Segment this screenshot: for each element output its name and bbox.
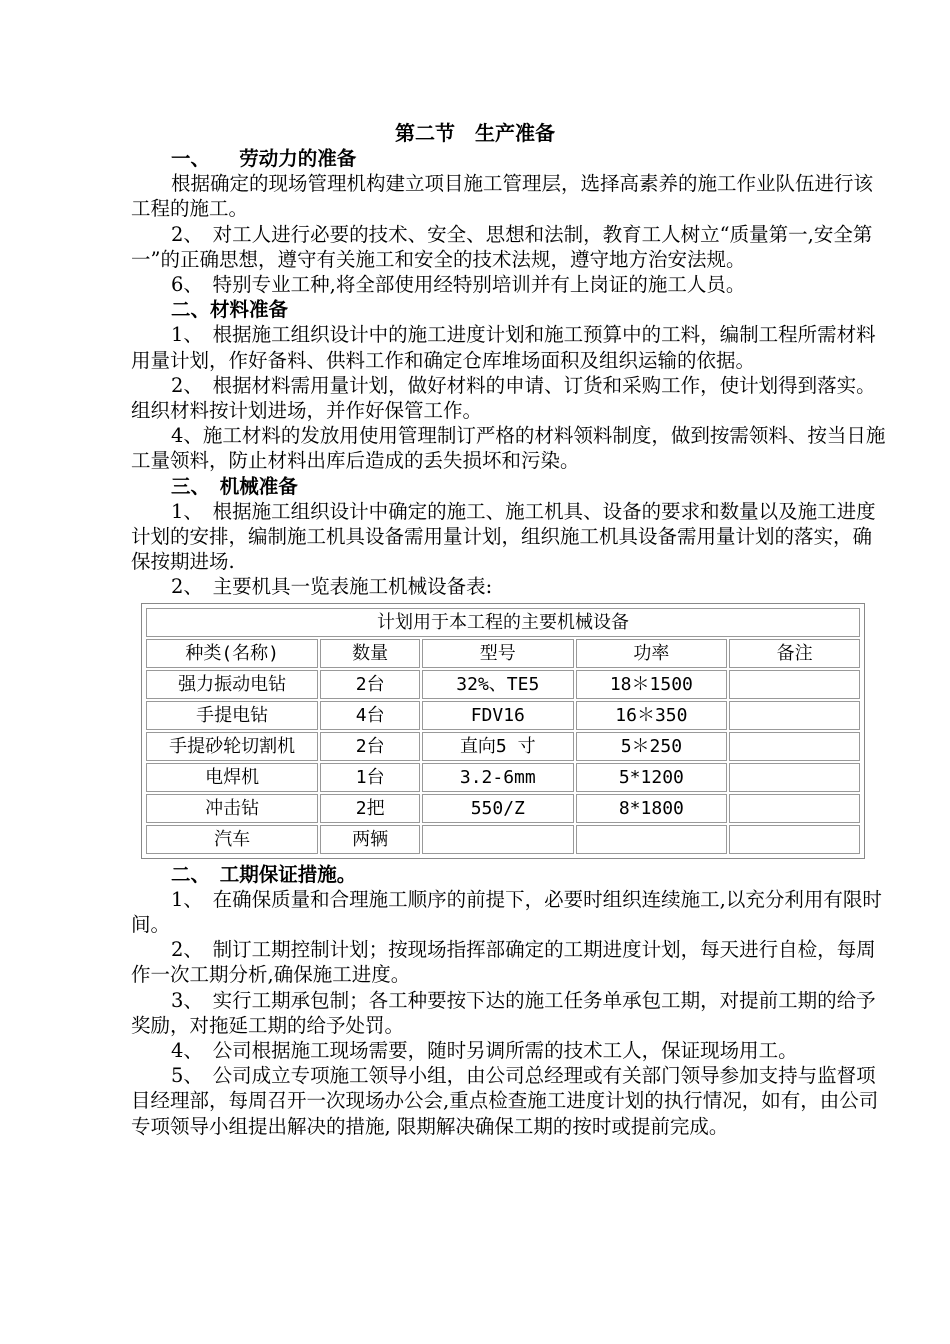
document-body: [131, 146, 891, 1139]
table-cell: 18＊1500: [576, 670, 728, 699]
table-cell: 3.2-6mm: [422, 763, 574, 792]
table-cell: 5＊250: [576, 732, 728, 761]
section-title: 第二节 生产准备: [395, 121, 555, 145]
paragraph: 2、 根据材料需用量计划，做好材料的申请、订货和采购工作，使计划得到落实。组织材料按计划进场，并作好保管工作。: [131, 373, 876, 423]
table-cell: FDV16: [422, 701, 574, 730]
column-header: 备注: [729, 639, 860, 668]
paragraph: 2、 制订工期控制计划；按现场指挥部确定的工期进度计划，每天进行自检，每周作一次工期分析,确保施工进度。: [131, 938, 876, 987]
table-cell: 2把: [320, 794, 420, 823]
heading-schedule: 二、 工期保证措施。: [171, 862, 357, 886]
column-header: 功率: [576, 639, 728, 668]
paragraph: 2、 对工人进行必要的技术、安全、思想和法制，教育工人树立“质量第一,安全第一”的正确思想，遵守有关施工和安全的技术法规，遵守地方治安法规。: [131, 222, 873, 271]
table-caption: 计划用于本工程的主要机械设备: [146, 608, 860, 637]
table-cell: 8*1800: [576, 794, 728, 823]
table-cell: 1台: [320, 763, 420, 792]
table-row: [146, 763, 860, 792]
table-cell: [576, 825, 728, 854]
table-cell: 2台: [320, 670, 420, 699]
table-cell: [729, 701, 860, 730]
paragraph: 6、 特别专业工种,将全部使用经特别培训并有上岗证的施工人员。: [171, 273, 746, 297]
table-cell: 冲击钻: [146, 794, 318, 823]
table-cell: [729, 825, 860, 854]
table-caption-row: [146, 608, 860, 637]
table-header-row: [146, 639, 860, 668]
table-row: [146, 670, 860, 699]
paragraph: 1、 根据施工组织设计中确定的施工、施工机具、设备的要求和数量以及施工进度计划的安排，编制施工机具设备需用量计划，组织施工机具设备需用量计划的落实，确保按期进场.: [131, 499, 876, 574]
table-cell: [729, 670, 860, 699]
table-cell: 手提电钻: [146, 701, 318, 730]
paragraph: 4、施工材料的发放用使用管理制订严格的材料领料制度，做到按需领料、按当日施工量领料，防止材料出库后造成的丢失损坏和污染。: [131, 424, 886, 473]
column-header: 种类(名称): [146, 639, 318, 668]
paragraph: 根据确定的现场管理机构建立项目施工管理层，选择高素养的施工作业队伍进行该工程的施工。: [131, 172, 874, 221]
table-cell: 汽车: [146, 825, 318, 854]
table-cell: 16＊350: [576, 701, 728, 730]
heading-labor: 一、 劳动力的准备: [171, 147, 357, 170]
table-cell: [729, 732, 860, 761]
paragraph: 1、 在确保质量和合理施工顺序的前提下，必要时组织连续施工,以充分利用有限时间。: [131, 887, 882, 937]
table-row: [146, 701, 860, 730]
table-cell: 32%、TE5: [422, 670, 574, 699]
table-cell: 2台: [320, 732, 420, 761]
table-cell: [729, 794, 860, 823]
paragraph: 3、 实行工期承包制；各工种要按下达的施工任务单承包工期，对提前工期的给予奖励，对拖延工期的给予处罚。: [131, 988, 876, 1037]
table-cell: 5*1200: [576, 763, 728, 792]
table-row: [146, 732, 860, 761]
equipment-table: [144, 606, 862, 856]
table-cell: 4台: [320, 701, 420, 730]
column-header: 型号: [422, 639, 574, 668]
table-cell: 两辆: [320, 825, 420, 854]
table-cell: 直向5 寸: [422, 732, 574, 761]
paragraph: 2、 主要机具一览表施工机械设备表:: [171, 575, 493, 599]
table-row: [146, 825, 860, 854]
heading-materials: 二、材料准备: [171, 298, 289, 322]
heading-machinery: 三、 机械准备: [171, 474, 298, 498]
column-header: 数量: [320, 639, 420, 668]
table-cell: [729, 763, 860, 792]
paragraph: 5、 公司成立专项施工领导小组，由公司总经理或有关部门领导参加支持与监督项目经理部，每周召开一次现场办公会,重点检查施工进度计划的执行情况，如有，由公司专项领导小组提出解决的措施, 限期解决确保工期的按时或提前完成。: [131, 1064, 879, 1138]
paragraph: 4、 公司根据施工现场需要，随时另调所需的技术工人，保证现场用工。: [171, 1039, 798, 1063]
equipment-table-frame: [141, 603, 865, 859]
table-cell: 手提砂轮切割机: [146, 732, 318, 761]
paragraph: 1、 根据施工组织设计中的施工进度计划和施工预算中的工料，编制工程所需材料用量计划，作好备料、供料工作和确定仓库堆场面积及组织运输的依据。: [131, 323, 876, 372]
table-cell: 电焊机: [146, 763, 318, 792]
table-cell: [422, 825, 574, 854]
table-cell: 550/Z: [422, 794, 574, 823]
table-cell: 强力振动电钻: [146, 670, 318, 699]
table-row: [146, 794, 860, 823]
